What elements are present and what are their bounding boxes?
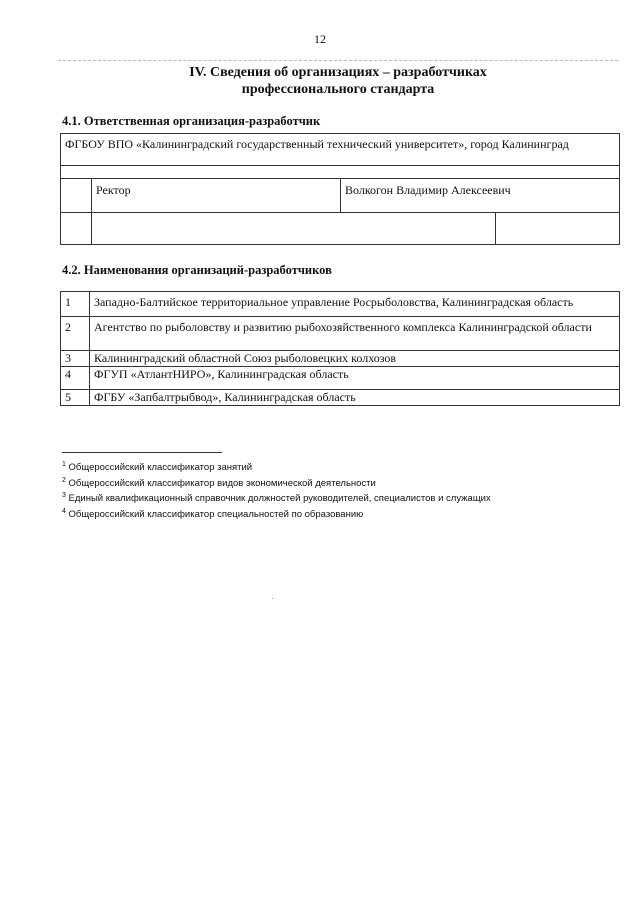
footnote-text: Общероссийский классификатор видов экономической деятельности — [68, 477, 376, 489]
page-number: 12 — [314, 32, 326, 46]
org-name-cell: ФГБОУ ВПО «Калининградский государственный технический университет», город Калининград — [61, 134, 620, 166]
section-title-line1: IV. Сведения об организациях – разработчиках — [189, 65, 487, 80]
footnote-mark: 2 — [62, 476, 66, 484]
row-number: 4 — [61, 367, 90, 390]
footnote-mark: 4 — [62, 507, 66, 515]
responsible-org-heading: 4.1. Ответственная организация-разработчик — [62, 114, 321, 128]
scan-speck — [272, 598, 273, 599]
org-name: Западно-Балтийское территориальное управление Росрыболовства, Калининградская область — [90, 292, 620, 317]
org-name: ФГУП «АтлантНИРО», Калининградская область — [90, 367, 620, 390]
org-name: Калининградский областной Союз рыболовецких колхозов — [90, 351, 620, 367]
position-label: Ректор — [96, 183, 131, 197]
org-name: Агентство по рыболовству и развитию рыбохозяйственного комплекса Калининградской области — [90, 317, 620, 351]
responsible-org-table — [60, 133, 620, 245]
row-number: 2 — [61, 317, 90, 351]
row-number: 5 — [61, 390, 90, 406]
person-name: Волкогон Владимир Алексеевич — [345, 183, 511, 197]
signature-cell — [92, 213, 496, 245]
row-number: 1 — [61, 292, 90, 317]
table-row — [61, 351, 620, 367]
org-name: ФГБУ «Запбалтрыбвод», Калининградская область — [90, 390, 620, 406]
footnote — [62, 459, 622, 475]
empty-cell — [61, 179, 92, 213]
table-row — [61, 367, 620, 390]
footnote — [62, 490, 622, 506]
footnote-mark: 3 — [62, 492, 66, 500]
table-row — [61, 292, 620, 317]
section-title-line2: профессионального стандарта — [241, 82, 435, 97]
footnote-mark: 1 — [62, 461, 66, 468]
footnote-text: Единый квалификационный справочник должностей руководителей, специалистов и служащих — [68, 493, 491, 505]
empty-cell — [496, 213, 620, 245]
position-cell — [92, 179, 341, 213]
developers-heading: 4.2. Наименования организаций-разработчиков — [62, 263, 332, 277]
footnote-text: Общероссийский классификатор специальностей по образованию — [68, 509, 364, 521]
table-row — [61, 317, 620, 351]
footnote — [62, 475, 622, 491]
developers-table — [60, 291, 620, 406]
spacer-row — [61, 166, 620, 179]
empty-cell — [61, 213, 92, 245]
row-number: 3 — [61, 351, 90, 367]
person-cell — [341, 179, 620, 213]
footnotes — [62, 459, 622, 522]
section-title — [58, 64, 618, 98]
top-rule — [58, 60, 618, 61]
footnote-rule — [62, 452, 222, 453]
footnote-text: Общероссийский классификатор занятий — [68, 462, 253, 474]
footnote — [62, 506, 622, 522]
table-row — [61, 390, 620, 406]
